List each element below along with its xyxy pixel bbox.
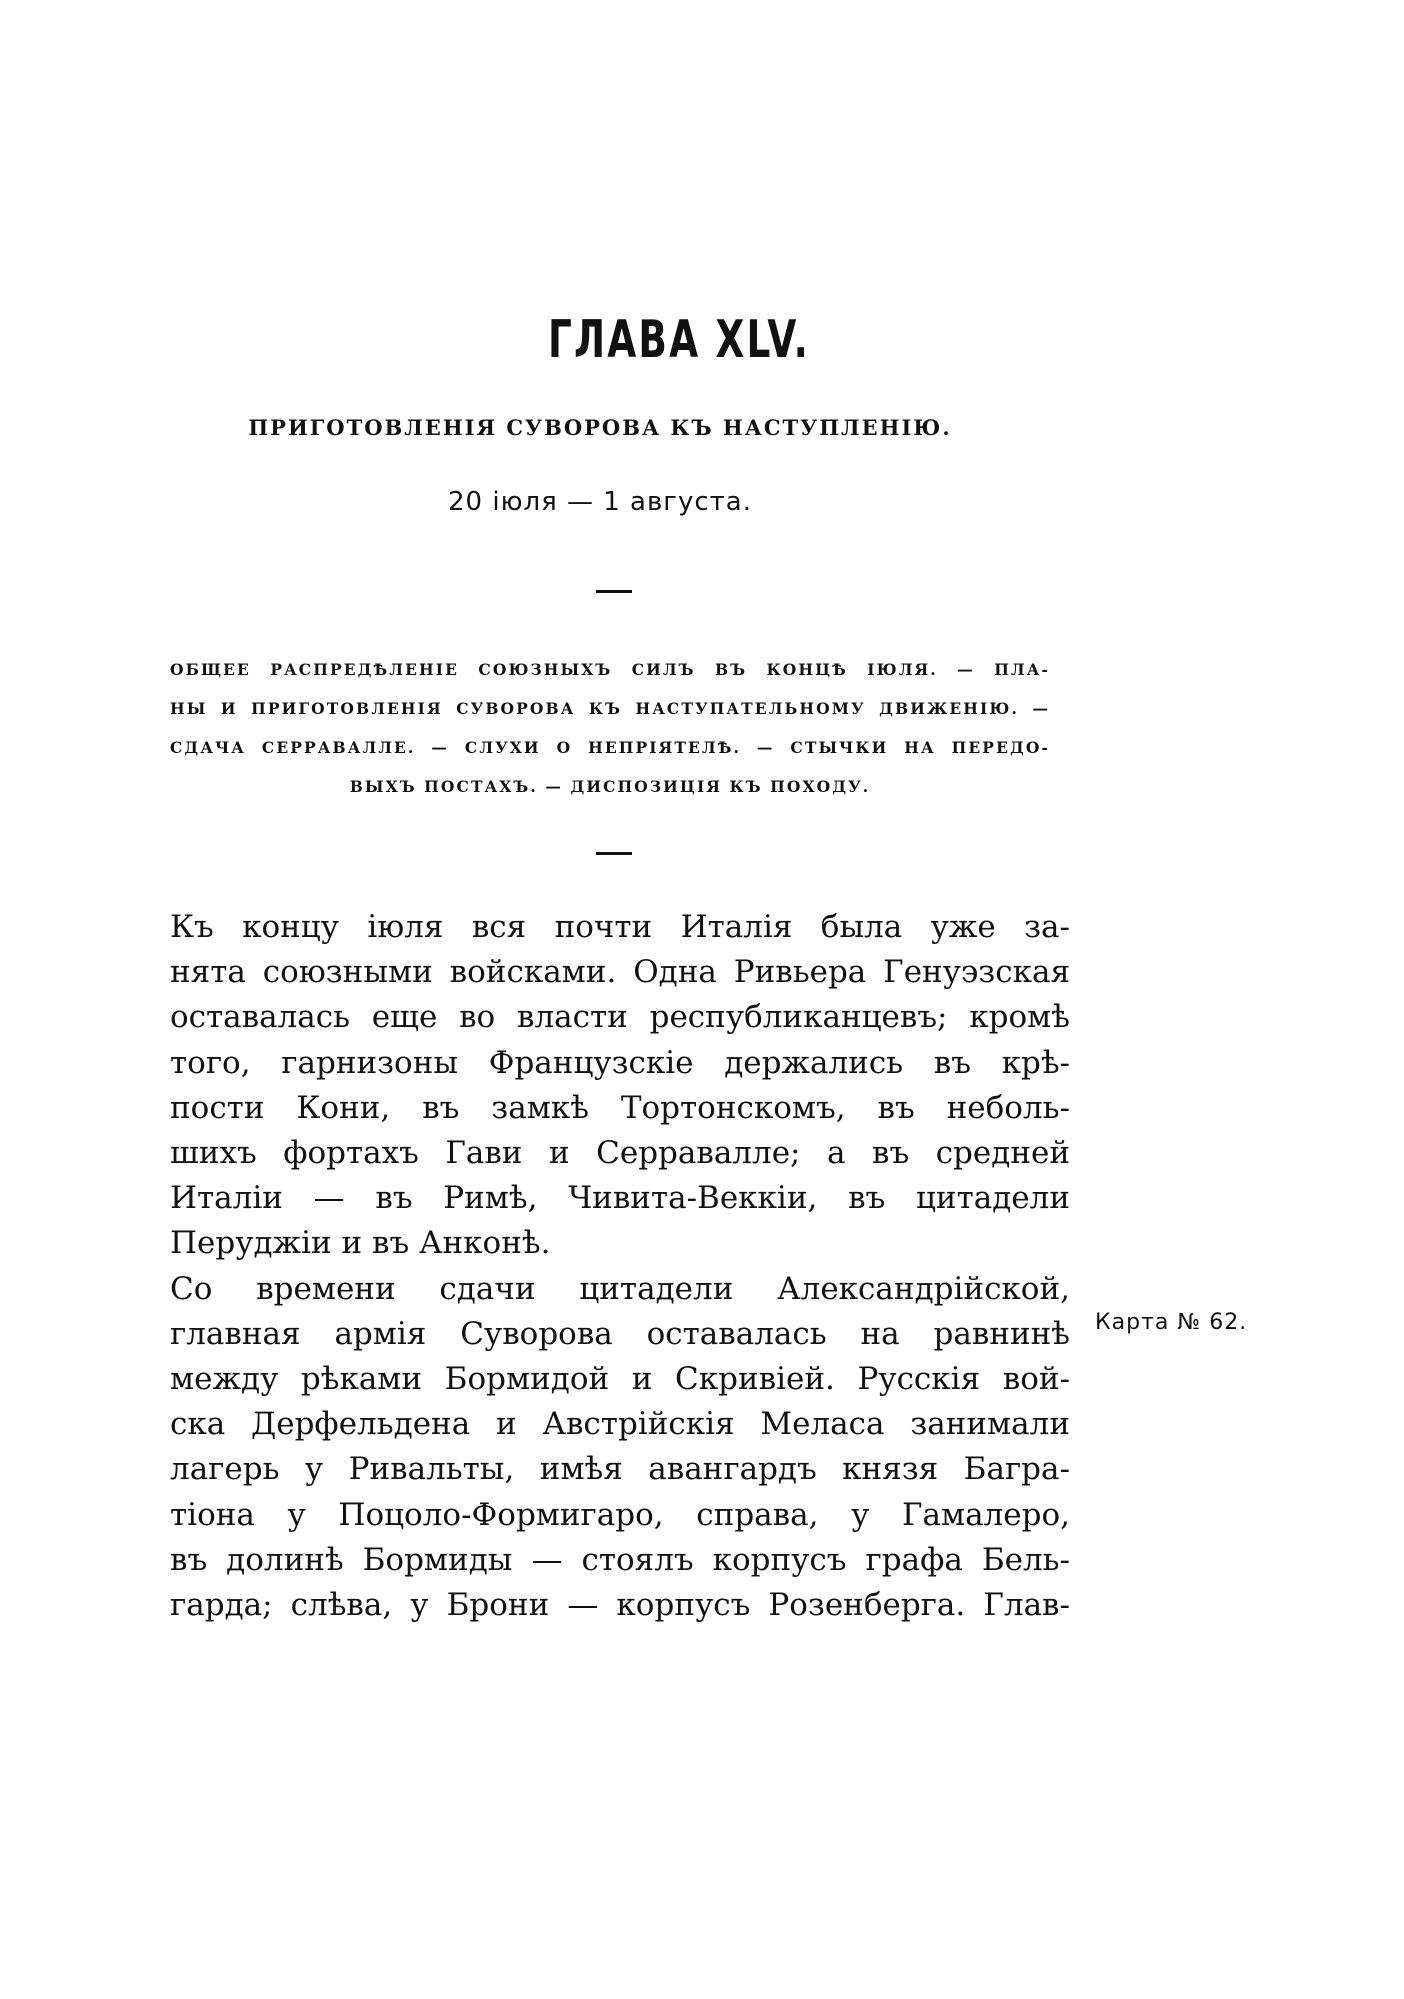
body-line: нята союзными войсками. Одна Ривьера Генуэзская (170, 954, 1070, 991)
body-line: шихъ фортахъ Гави и Серравалле; а въ средней (170, 1135, 1070, 1172)
chapter-subtitle: ПРИГОТОВЛЕНІЯ СУВОРОВА КЪ НАСТУПЛЕНІЮ. (248, 415, 952, 440)
body-line: оставалась еще во власти республиканцевъ; кромѣ (170, 999, 1070, 1036)
summary-line: ВЫХЪ ПОСТАХЪ. — ДИСПОЗИЦІЯ КЪ ПОХОДУ. (349, 777, 871, 796)
summary-line: НЫ И ПРИГОТОВЛЕНІЯ СУВОРОВА КЪ НАСТУПАТЕЛЬНОМУ ДВИЖЕНІЮ. — (170, 699, 1050, 718)
chapter-summary (170, 650, 1050, 806)
body-line: Со времени сдачи цитадели Александрійской, (170, 1270, 1070, 1307)
body-line: между рѣками Бормидой и Скривіей. Русскія вой- (170, 1361, 1070, 1398)
summary-line: СДАЧА СЕРРАВАЛЛЕ. — СЛУХИ О НЕПРІЯТЕЛѢ. — СТЫЧКИ НА ПЕРЕДО- (170, 738, 1050, 757)
body-line: того, гарнизоны Французскіе держались въ крѣ- (170, 1044, 1070, 1081)
body-text (170, 905, 1070, 1628)
body-line: главная армія Суворова оставалась на равнинѣ (170, 1315, 1070, 1352)
body-line: Перуджіи и въ Анконѣ. (170, 1225, 551, 1262)
body-line: ска Дерфельдена и Австрійскія Меласа занимали (170, 1406, 1070, 1443)
body-line: Къ концу іюля вся почти Италія была уже за- (170, 909, 1070, 945)
body-line: пости Кони, въ замкѣ Тортонскомъ, въ неболь- (170, 1089, 1070, 1126)
summary-line: ОБЩЕЕ РАСПРЕДѢЛЕНІЕ СОЮЗНЫХЪ СИЛЪ ВЪ КОНЦѢ ІЮЛЯ. — ПЛА- (170, 660, 1050, 679)
body-line: тіона у Поцоло-Формигаро, справа, у Гамалеро, (170, 1496, 1070, 1533)
chapter-dates: 20 іюля — 1 августа. (448, 487, 752, 517)
body-line: гарда; слѣва, у Брони — корпусъ Розенберга. Глав- (170, 1587, 1070, 1624)
body-line: въ долинѣ Бормиды — стоялъ корпусъ графа Бель- (170, 1541, 1070, 1578)
separator-rule (596, 852, 632, 855)
separator-rule (596, 590, 632, 593)
body-line: Италіи — въ Римѣ, Чивита-Веккіи, въ цитадели (170, 1180, 1070, 1217)
body-line: лагерь у Ривальты, имѣя авангардъ князя Багра- (170, 1451, 1070, 1488)
chapter-title: ГЛАВА XLV. (548, 310, 811, 370)
margin-note-map-reference: Карта № 62. (1095, 1310, 1248, 1335)
